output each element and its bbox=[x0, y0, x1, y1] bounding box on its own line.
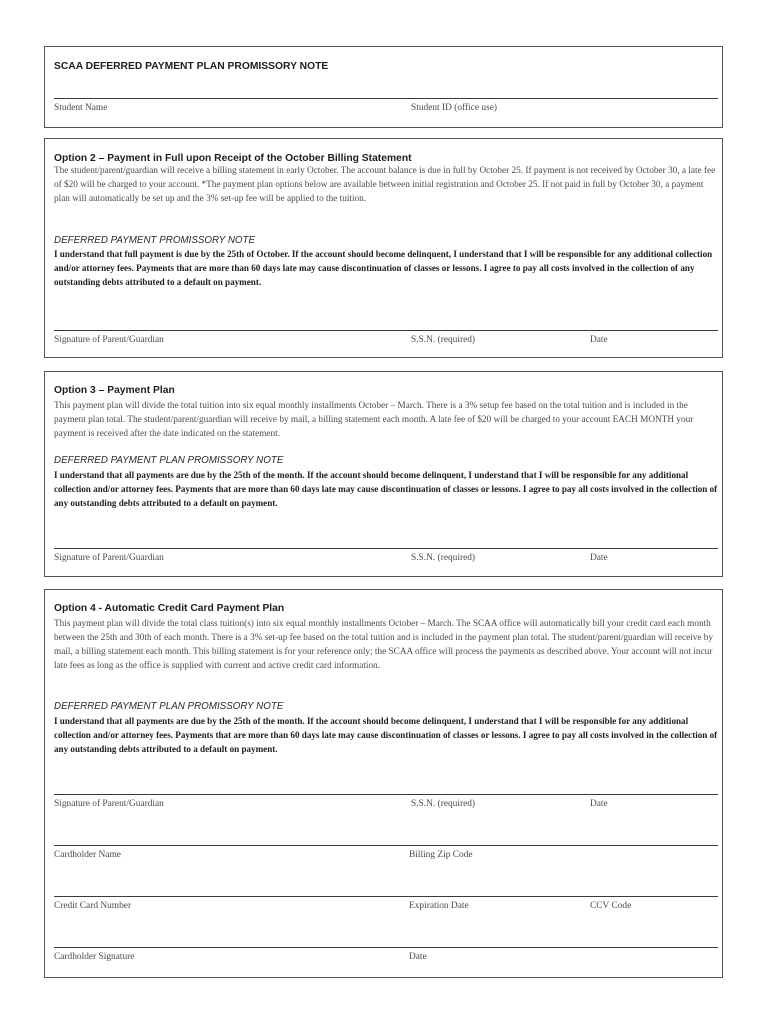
option4-date-label: Date bbox=[590, 799, 608, 809]
option3-signature-label: Signature of Parent/Guardian bbox=[54, 553, 164, 563]
option2-date-label: Date bbox=[590, 335, 608, 345]
credit-card-line[interactable] bbox=[54, 896, 718, 897]
header-box bbox=[44, 46, 723, 128]
option3-ssn-label: S.S.N. (required) bbox=[411, 553, 476, 563]
student-name-label: Student Name bbox=[54, 103, 108, 113]
cardholder-signature-label: Cardholder Signature bbox=[54, 952, 135, 962]
student-id-label: Student ID (office use) bbox=[411, 103, 497, 113]
option3-note-body: I understand that all payments are due by the 25th of the month. If the account should become delinquent, I understand that I will be responsible for any additional collection and/or attorney fees. Payments that are more than 60 days late may cause discontinuation of classes or lessons. I agree to pay all costs involved in the collection of any outstanding debts attributed to a default on payment. bbox=[54, 470, 718, 509]
cardholder-name-line[interactable] bbox=[54, 845, 718, 846]
credit-card-number-label: Credit Card Number bbox=[54, 901, 132, 911]
option4-title: Option 4 - Automatic Credit Card Payment Plan bbox=[54, 603, 285, 614]
option4-ssn-label: S.S.N. (required) bbox=[411, 799, 476, 809]
option3-date-label: Date bbox=[590, 553, 608, 563]
form-title: SCAA DEFERRED PAYMENT PLAN PROMISSORY NOTE bbox=[54, 61, 329, 72]
option3-note-heading: DEFERRED PAYMENT PLAN PROMISSORY NOTE bbox=[54, 455, 284, 466]
option4-signature-line[interactable] bbox=[54, 794, 718, 795]
expiration-date-label: Expiration Date bbox=[409, 901, 469, 911]
billing-zip-label: Billing Zip Code bbox=[409, 850, 473, 860]
option4-note-body: I understand that all payments are due by the 25th of the month. If the account should become delinquent, I understand that I will be responsible for any additional collection and/or attorney fees. Payments that are more than 60 days late may cause discontinuation of classes or lessons. I agree to pay all costs involved in the collection of any outstanding debts attributed to a default on payment. bbox=[54, 716, 718, 755]
option4-note-heading: DEFERRED PAYMENT PLAN PROMISSORY NOTE bbox=[54, 701, 284, 712]
cardholder-name-label: Cardholder Name bbox=[54, 850, 121, 860]
option2-note-body: I understand that full payment is due by the 25th of October. If the account should become delinquent, I understand that I will be responsible for any additional collection and/or attorney fees. Payments that are more than 60 days late may cause discontinuation of classes or lessons. I agree to pay all costs involved in the collection of any outstanding debts attributed to a default on payment. bbox=[54, 249, 713, 288]
option2-ssn-label: S.S.N. (required) bbox=[411, 335, 476, 345]
option2-signature-label: Signature of Parent/Guardian bbox=[54, 335, 164, 345]
option2-title: Option 2 – Payment in Full upon Receipt of the October Billing Statement bbox=[54, 153, 412, 164]
option3-title: Option 3 – Payment Plan bbox=[54, 385, 175, 396]
option3-box bbox=[44, 371, 723, 577]
option4-signature-label: Signature of Parent/Guardian bbox=[54, 799, 164, 809]
option2-signature-line[interactable] bbox=[54, 330, 718, 331]
student-info-line[interactable] bbox=[54, 98, 718, 99]
option2-note-heading: DEFERRED PAYMENT PROMISSORY NOTE bbox=[54, 235, 256, 246]
cardholder-date-label: Date bbox=[409, 952, 427, 962]
cardholder-signature-line[interactable] bbox=[54, 947, 718, 948]
option4-body: This payment plan will divide the total class tuition(s) into six equal monthly installments October – March. The SCAA office will automatically bill your credit card each month between the 25th and 30th of each month. There is a 3% set-up fee based on the total tuition and is included in the payment plan total. The student/parent/guardian will receive by mail, a billing statement each month. This billing statement is for your reference only; the SCAA office will process the payments as described above. Your account will not incur late fees as long as the office is supplied with current and active credit card information. bbox=[54, 619, 714, 672]
ccv-code-label: CCV Code bbox=[590, 901, 632, 911]
option3-body: This payment plan will divide the total tuition into six equal monthly installments October – March. There is a 3% setup fee based on the total tuition and is included in the payment plan total. The student/parent/guardian will receive by mail, a billing statement each month. A late fee of $20 will be charged to your account EACH MONTH your payment is received after the date indicated on the statement. bbox=[54, 401, 694, 440]
option3-signature-line[interactable] bbox=[54, 548, 718, 549]
option4-box bbox=[44, 589, 723, 978]
option2-box bbox=[44, 138, 723, 358]
option2-body: The student/parent/guardian will receive a billing statement in early October. The account balance is due in full by October 25. If payment is not received by October 30, a late fee of $20 will be charged to your account. *The payment plan options below are available between initial registration and October 25. If not paid in full by October 30, a payment plan will automatically be set up and the 3% set-up fee will be applied to the tuition. bbox=[54, 166, 716, 205]
